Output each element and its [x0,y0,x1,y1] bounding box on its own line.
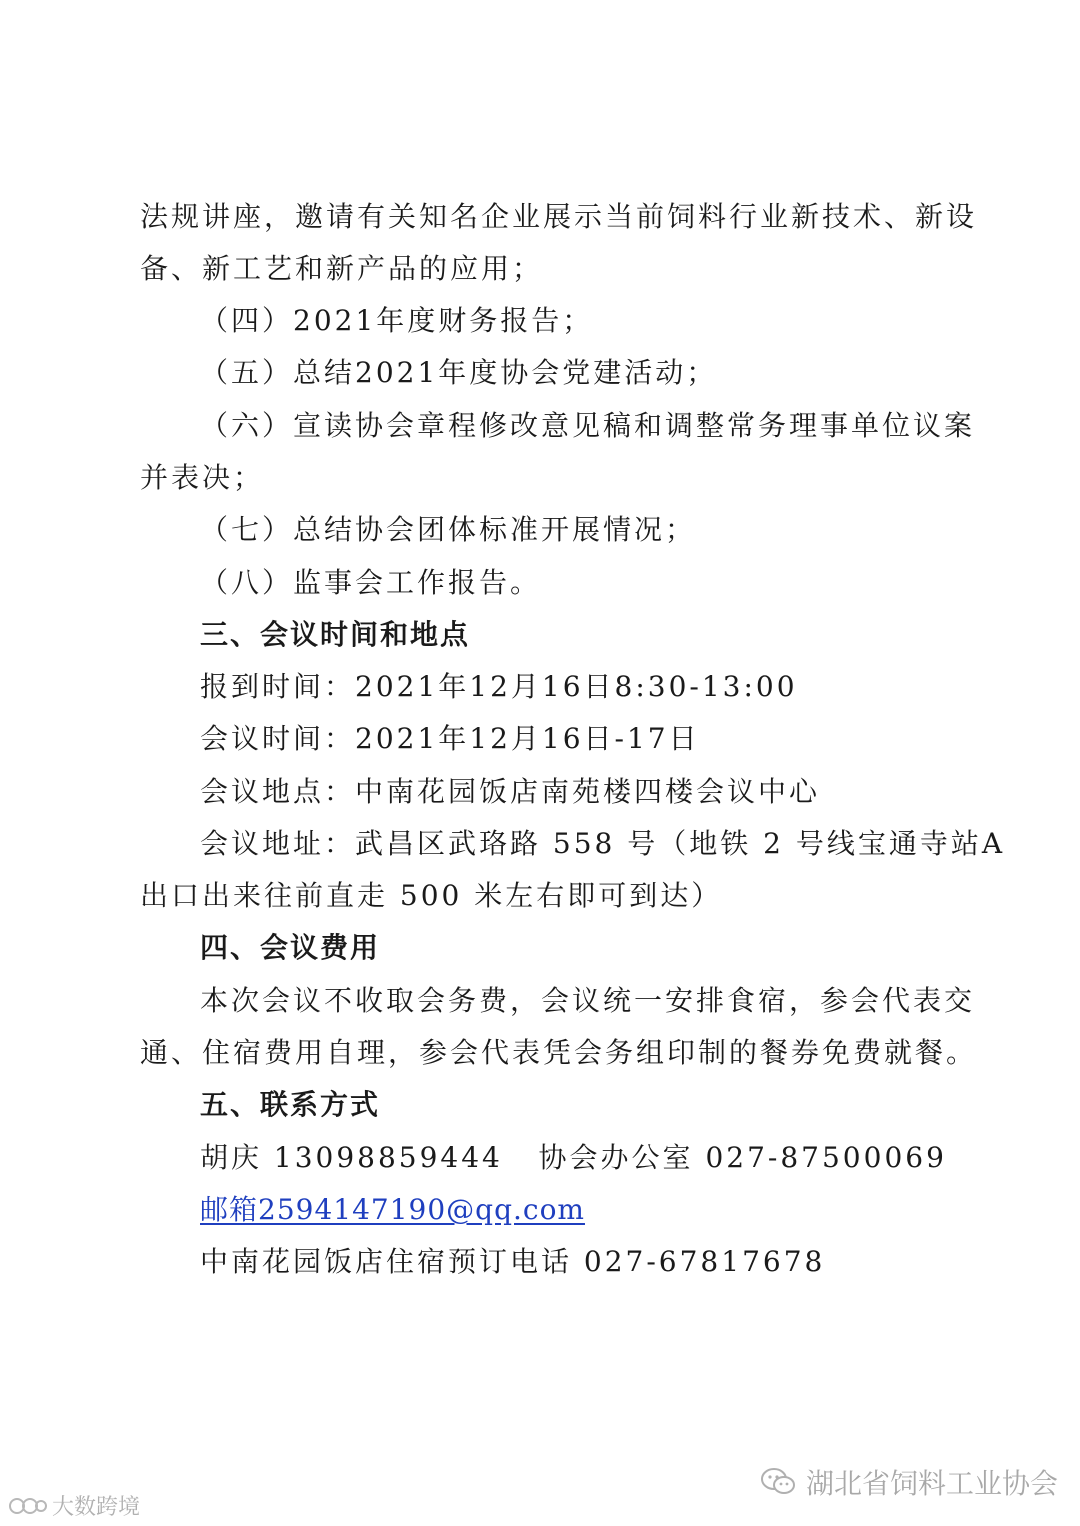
meeting-address-line-2: 出口出来往前直走 500 米左右即可到达） [140,879,723,912]
meeting-venue: 会议地点：中南花园饭店南苑楼四楼会议中心 [200,775,821,808]
meeting-address-line-1: 会议地址：武昌区武珞路 558 号（地铁 2 号线宝通寺站A [200,827,1006,860]
body-line-1: 法规讲座，邀请有关知名企业展示当前饲料行业新技术、新设 [140,200,978,233]
watermark-right [760,1462,1058,1502]
item-six-line-2: 并表决； [140,461,265,494]
fee-line-2: 通、住宿费用自理，参会代表凭会务组印制的餐券免费就餐。 [140,1036,978,1069]
wechat-icon [760,1467,796,1497]
item-eight: （八）监事会工作报告。 [200,566,542,599]
fee-line-1: 本次会议不收取会务费，会议统一安排食宿，参会代表交 [200,984,976,1017]
contact-phones: 胡庆 13098859444 协会办公室 027-87500069 [200,1141,947,1174]
checkin-time: 报到时间：2021年12月16日8:30-13:00 [200,670,798,703]
item-five: （五）总结2021年度协会党建活动； [200,356,718,389]
item-four: （四）2021年度财务报告； [200,304,594,337]
watermark-left-text: 大数跨境 [52,1495,141,1520]
meeting-time: 会议时间：2021年12月16日-17日 [200,722,700,755]
item-seven: （七）总结协会团体标准开展情况； [200,513,697,546]
watermark-right-text: 湖北省饲料工业协会 [806,1467,1059,1500]
logo-icon [8,1494,48,1518]
hotel-booking-phone: 中南花园饭店住宿预订电话 027-67817678 [200,1245,826,1278]
section-3-heading: 三、会议时间和地点 [200,618,471,651]
watermark-left [8,1490,140,1521]
section-5-heading: 五、联系方式 [200,1088,381,1121]
body-line-2: 备、新工艺和新产品的应用； [140,252,544,285]
email-link[interactable]: 邮箱2594147190@qq.com [200,1193,585,1226]
section-4-heading: 四、会议费用 [200,931,381,964]
item-six-line-1: （六）宣读协会章程修改意见稿和调整常务理事单位议案 [200,409,976,442]
